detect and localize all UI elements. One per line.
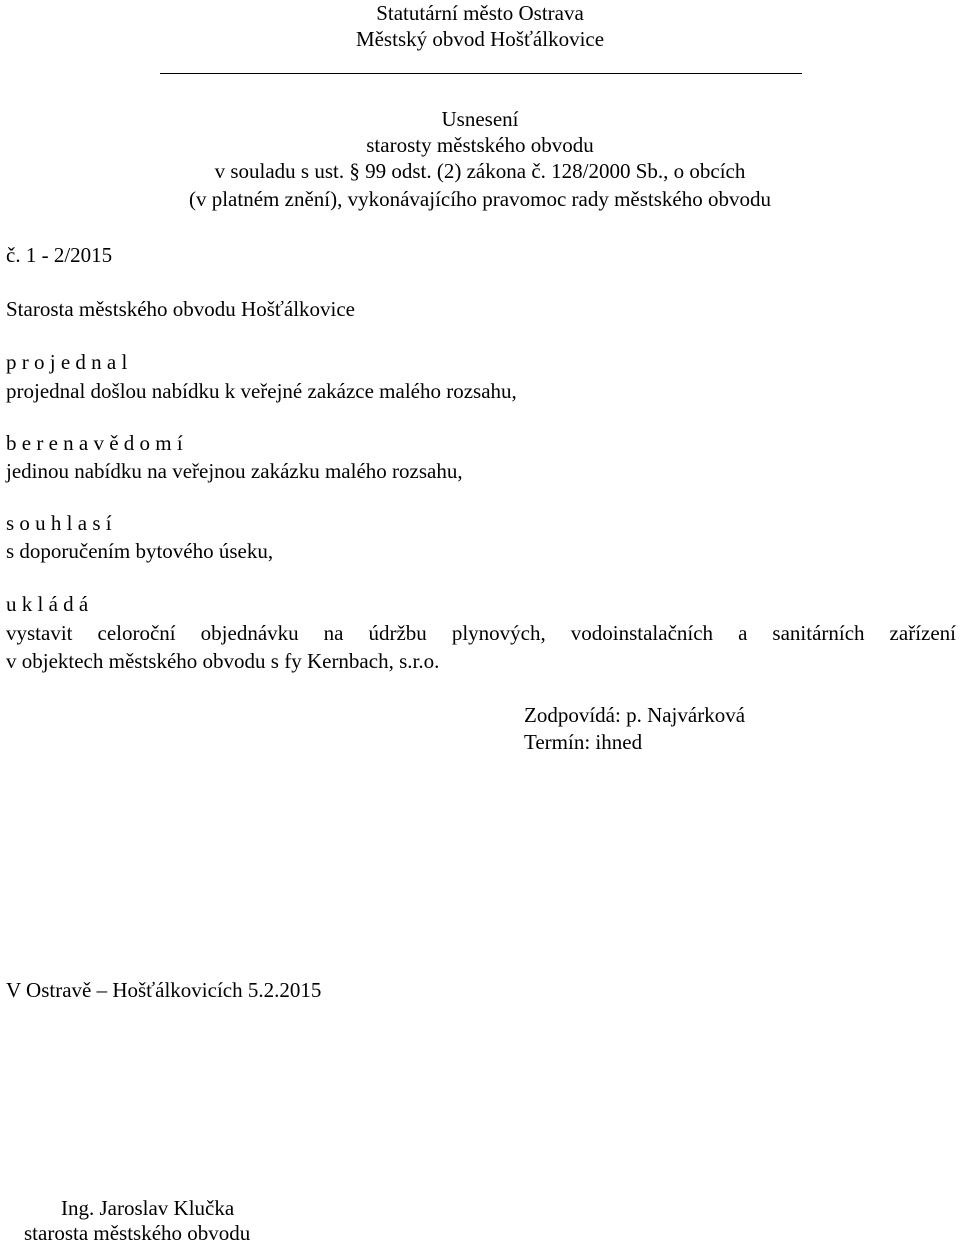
header-district: Městský obvod Hošťálkovice xyxy=(355,27,605,51)
section-text-acknowledges: jedinou nabídku na veřejnou zakázku malého rozsahu, xyxy=(6,459,463,483)
section-verb-agrees: s o u h l a s í xyxy=(6,511,112,535)
signatory-role: starosta městského obvodu xyxy=(24,1221,251,1245)
header-municipality: Statutární město Ostrava xyxy=(376,1,584,25)
section-text-agrees: s doporučením bytového úseku, xyxy=(6,539,274,563)
deadline: Termín: ihned xyxy=(524,730,643,754)
section-text-discussed: projednal došlou nabídku k veřejné zakázce malého rozsahu, xyxy=(6,379,517,403)
section-text-orders-line1: vystavit celoroční objednávku na údržbu plynových, vodoinstalačních a sanitárních zařízení xyxy=(6,621,956,645)
section-text-orders-line2: v objektech městského obvodu s fy Kernbach, s.r.o. xyxy=(6,649,440,673)
responsible-person: Zodpovídá: p. Najvárková xyxy=(524,703,746,727)
title-authority: (v platném znění), vykonávajícího pravomoc rady městského obvodu xyxy=(188,187,771,211)
header-divider xyxy=(160,73,802,74)
resolution-number: č. 1 - 2/2015 xyxy=(6,243,113,267)
resolution-subject: Starosta městského obvodu Hošťálkovice xyxy=(6,297,356,321)
title-issuer: starosty městského obvodu xyxy=(366,133,594,157)
section-verb-orders: u k l á d á xyxy=(6,592,89,616)
signatory-name: Ing. Jaroslav Klučka xyxy=(61,1196,235,1220)
title-legal-basis: v souladu s ust. § 99 odst. (2) zákona č. 128/2000 Sb., o obcích xyxy=(214,159,746,183)
section-verb-acknowledges: b e r e n a v ě d o m í xyxy=(6,431,183,455)
place-and-date: V Ostravě – Hošťálkovicích 5.2.2015 xyxy=(6,978,322,1002)
section-verb-discussed: p r o j e d n a l xyxy=(6,350,128,374)
document-title: Usnesení xyxy=(441,107,519,131)
